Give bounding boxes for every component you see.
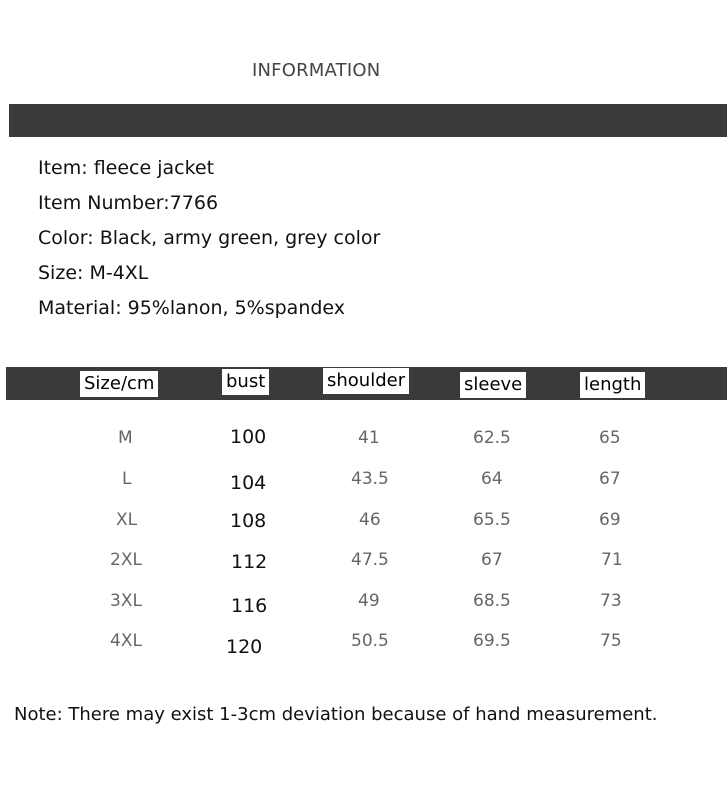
- sleeve-cell: 67: [481, 550, 503, 570]
- sleeve-cell: 69.5: [473, 631, 511, 651]
- bust-cell: 100: [230, 426, 267, 448]
- length-cell: 73: [600, 591, 622, 611]
- size-cell: L: [122, 469, 132, 489]
- sleeve-cell: 65.5: [473, 510, 511, 530]
- header-sleeve: sleeve: [460, 372, 526, 398]
- bust-cell: 108: [230, 510, 267, 532]
- shoulder-cell: 43.5: [351, 469, 389, 489]
- size-cell: 4XL: [110, 631, 142, 651]
- size-cell: 2XL: [110, 550, 142, 570]
- item-color: Color: Black, army green, grey color: [38, 227, 381, 249]
- item-material: Material: 95%lanon, 5%spandex: [38, 297, 346, 319]
- length-cell: 69: [599, 510, 621, 530]
- size-cell: 3XL: [110, 591, 142, 611]
- header-shoulder: shoulder: [323, 368, 409, 394]
- length-cell: 75: [600, 631, 622, 651]
- header-size: Size/cm: [80, 371, 158, 397]
- product-info-list: [38, 155, 380, 330]
- page-title: INFORMATION: [252, 60, 381, 81]
- shoulder-cell: 46: [359, 510, 381, 530]
- item-number: Item Number:7766: [38, 192, 219, 214]
- header-bust: bust: [222, 369, 269, 395]
- shoulder-cell: 41: [358, 428, 380, 448]
- bust-cell: 104: [230, 472, 267, 494]
- size-cell: XL: [116, 510, 138, 530]
- header-divider-bar: [9, 104, 727, 137]
- sleeve-cell: 68.5: [473, 591, 511, 611]
- shoulder-cell: 50.5: [351, 631, 389, 651]
- item-name: Item: fleece jacket: [38, 157, 215, 179]
- measurement-note: Note: There may exist 1-3cm deviation because of hand measurement.: [14, 704, 658, 725]
- bust-cell: 112: [231, 551, 268, 573]
- sleeve-cell: 64: [481, 469, 503, 489]
- sleeve-cell: 62.5: [473, 428, 511, 448]
- length-cell: 67: [599, 469, 621, 489]
- shoulder-cell: 47.5: [351, 550, 389, 570]
- size-cell: M: [118, 428, 133, 448]
- length-cell: 71: [601, 550, 623, 570]
- item-size: Size: M-4XL: [38, 262, 149, 284]
- header-length: length: [580, 372, 645, 398]
- bust-cell: 120: [226, 636, 263, 658]
- bust-cell: 116: [231, 595, 268, 617]
- shoulder-cell: 49: [358, 591, 380, 611]
- length-cell: 65: [599, 428, 621, 448]
